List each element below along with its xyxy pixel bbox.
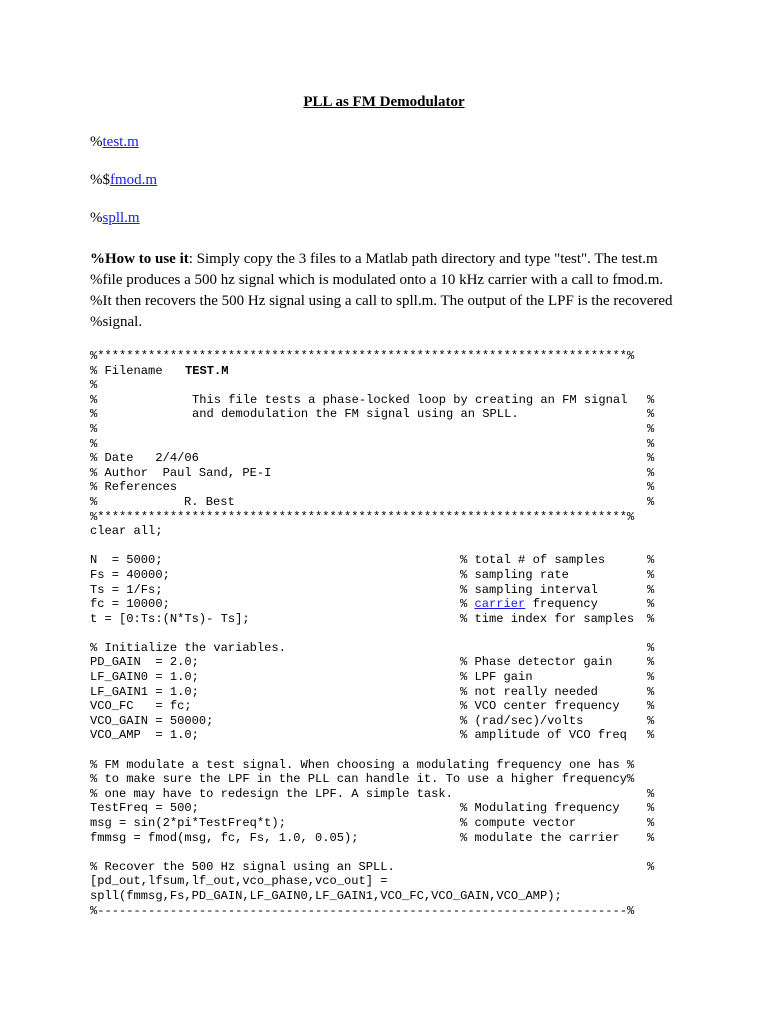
page-title: PLL as FM Demodulator [303, 94, 465, 110]
code-line: VCO_GAIN = 50000; % (rad/sec)/volts % [90, 713, 655, 728]
code-comment: % Modulating frequency [460, 801, 620, 816]
references-line: % References % [90, 480, 655, 495]
filename-value: TEST.M [185, 363, 229, 378]
code-comment: % time index for samples [460, 611, 635, 626]
code-comment: % VCO center frequency [460, 699, 620, 714]
file-prefix: % [90, 210, 103, 226]
code-comment: % modulate the carrier [460, 830, 620, 845]
description-text: This file tests a phase-locked loop by creating an FM signal [192, 392, 628, 407]
file-prefix: %$ [90, 172, 110, 188]
code-comment: % (rad/sec)/volts [460, 713, 584, 728]
description-text: and demodulation the FM signal using an SPLL. [192, 407, 519, 422]
code-line: [pd_out,lfsum,lf_out,vco_phase,vco_out] = [90, 874, 388, 889]
code-line: fmmsg = fmod(msg, fc, Fs, 1.0, 0.05); % modulate the carrier % [90, 830, 655, 845]
file-line-test [90, 134, 139, 151]
test-m-link[interactable]: test.m [102, 134, 139, 150]
reference-name-line: % R. Best % [90, 494, 655, 509]
carrier-link[interactable]: carrier [474, 597, 526, 612]
code-line: LF_GAIN1 = 1.0; % not really needed % [90, 684, 655, 699]
code-line: PD_GAIN = 2.0; % Phase detector gain % [90, 655, 655, 670]
code-line: VCO_FC = fc; % VCO center frequency % [90, 699, 655, 714]
dash-rule: %-------------------------------------------------------------------------% [90, 903, 635, 918]
code-line: N = 5000; % total # of samples % [90, 553, 655, 568]
code-comment: % amplitude of VCO freq [460, 728, 627, 743]
fmod-m-link[interactable]: fmod.m [110, 172, 158, 188]
code-comment: % carrier frequency [460, 597, 598, 612]
file-line-spll [90, 210, 140, 227]
author-line: % Author Paul Sand, PE-I % [90, 465, 655, 480]
blank-comment-line: % % [90, 421, 655, 436]
code-line: % Initialize the variables. % [90, 640, 655, 655]
code-comment-line: % FM modulate a test signal. When choosing a modulating frequency one has % [90, 757, 635, 772]
code-line: clear all; [90, 524, 163, 539]
code-comment: % compute vector [460, 816, 577, 830]
code-line: TestFreq = 500; % Modulating frequency % [90, 801, 655, 816]
usage-text: : Simply copy the 3 files to a Matlab path directory and type "test". The test.m [188, 251, 658, 267]
code-line: LF_GAIN0 = 1.0; % LPF gain % [90, 670, 655, 685]
code-comment-line: % one may have to redesign the LPF. A simple task. % [90, 786, 655, 801]
code-comment: % total # of samples [460, 553, 606, 568]
code-line: spll(fmmsg,Fs,PD_GAIN,LF_GAIN0,LF_GAIN1,VCO_FC,VCO_GAIN,VCO_AMP); [90, 888, 562, 903]
code-comment: % LPF gain [460, 670, 533, 685]
code-comment: % sampling rate [460, 567, 569, 582]
code-line: fc = 10000; % carrier frequency % [90, 597, 655, 612]
blank-line [90, 743, 670, 758]
description-line: % and demodulation the FM signal using an SPLL. % [90, 407, 655, 422]
blank-comment-line: % [90, 378, 98, 393]
code-line: msg = sin(2*pi*TestFreq*t); % compute vector % [90, 816, 655, 830]
filename-line [90, 364, 670, 379]
date-line: % Date 2/4/06 % [90, 451, 655, 466]
blank-comment-line: % % [90, 436, 655, 451]
description-line: % This file tests a phase-locked loop by creating an FM signal % [90, 392, 655, 407]
usage-paragraph [90, 249, 690, 333]
usage-text: %file produces a 500 hz signal which is modulated onto a 10 kHz carrier with a call to fmod.m. [90, 272, 664, 288]
filename-label: % Filename [90, 363, 163, 378]
code-comment: % sampling interval [460, 582, 598, 597]
star-rule: %*************************************************************************% [90, 349, 635, 363]
code-listing [90, 349, 670, 918]
code-comment: % not really needed [460, 684, 598, 699]
star-rule: %*************************************************************************% [90, 509, 635, 524]
code-line: Ts = 1/Fs; % sampling interval % [90, 582, 655, 597]
code-comment-line: % Recover the 500 Hz signal using an SPLL. % [90, 859, 655, 874]
file-prefix: % [90, 134, 103, 150]
spll-m-link[interactable]: spll.m [102, 210, 140, 226]
blank-line [90, 539, 670, 554]
usage-heading: %How to use it [90, 251, 189, 267]
code-line: Fs = 40000; % sampling rate % [90, 567, 655, 582]
code-comment-line: % to make sure the LPF in the PLL can handle it. To use a higher frequency% [90, 772, 635, 787]
code-line: VCO_AMP = 1.0; % amplitude of VCO freq % [90, 728, 655, 743]
blank-line [90, 845, 670, 860]
file-line-fmod [90, 172, 157, 189]
blank-line [90, 626, 670, 641]
usage-text: %It then recovers the 500 Hz signal using a call to spll.m. The output of the LPF is the recovered [90, 293, 673, 309]
code-line: t = [0:Ts:(N*Ts)- Ts]; % time index for samples % [90, 611, 655, 626]
usage-text: %signal. [90, 314, 143, 330]
code-comment: % Phase detector gain [460, 655, 613, 670]
